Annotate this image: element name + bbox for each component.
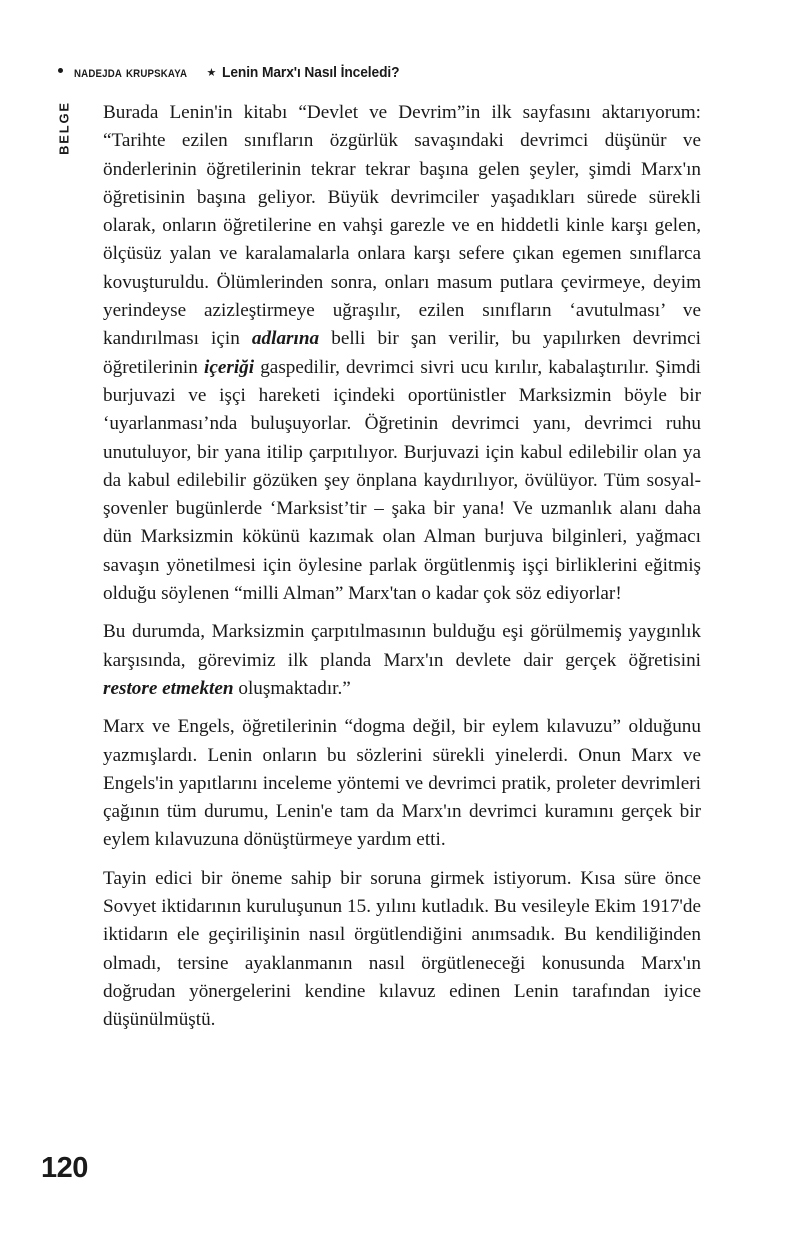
paragraph: Marx ve Engels, öğretilerinin “dogma değil, bir eylem kılavuzu” olduğunu yazmışlardı. Lenin onların bu sözlerini sürekli yinelerdi. Onun Marx ve Engels'in yapıtlarını inceleme yöntemi ve devrimci pratik, proleter devrimleri çağının tüm durumu, Lenin'e tam da Marx'ın devrimci kuramını gerçek bir eylem kılavuzuna dönüştürmeye yardım etti.: [103, 716, 701, 851]
emphasis-text: restore etmekten: [103, 677, 234, 699]
bullet-dot-icon: [58, 68, 63, 73]
paragraph: Tayin edici bir öneme sahip bir soruna girmek istiyorum. Kısa süre önce Sovyet iktidarının kuruluşunun 15. yılını kutladık. Bu vesileyle Ekim 1917'de iktidarın ele geçirilişinin nasıl örgütlendiğini anımsadık. Bu kendiliğinden olmadı, tersine ayaklanmanın nasıl örgütleneceği konusunda Marx'ın doğrudan yönergelerini kendine kılavuz edinen Lenin tarafından iyice düşünülmüştü.: [103, 867, 701, 1031]
emphasis-text: içeriği: [203, 356, 255, 378]
header-chapter-title: Lenin Marx'ı Nasıl İnceledi?: [222, 65, 400, 81]
header-author: nadejda krupskaya: [74, 64, 188, 81]
paragraph: Bu durumda, Marksizmin çarpıtılmasının bulduğu eşi görülmemiş yaygınlık karşısında, görevimiz ilk planda Marx'ın devlete dair gerçek öğretisini restore etmekten oluşmaktadır.”: [103, 621, 701, 699]
page-number: 120: [41, 1152, 88, 1184]
section-tab-label: BELGE: [56, 101, 72, 155]
running-header: [58, 62, 718, 84]
body-text-column: [103, 99, 701, 1035]
emphasis-text: adlarına: [251, 328, 320, 350]
section-tab: [50, 88, 78, 168]
paragraph: Burada Lenin'in kitabı “Devlet ve Devrim”in ilk sayfasını aktarıyorum: “Tarihte ezilen sınıfların özgürlük savaşındaki devrimci düşünür ve önderlerinin öğretilerinin tekrar tekrar başına gelen şeyler, şimdi Marx'ın öğretisinin başına geliyor. Büyük devrimciler yaşadıkları sürede sürekli olarak, onların öğretilerine en vahşi garezle ve en hiddetli kinle karşı gelen, ölçüsüz yalan ve karalamalarla onlara karşı sefere çıkan egemen sınıflarca kovuşturuldu. Ölümlerinden sonra, onları masum putlara çevirmeye, deyim yerindeyse azizleştirmeye uğraşılır, ezilen sınıfların ‘avutulması’ ve kandırılması için adlarına belli bir şan verilir, bu yapılırken devrimci öğretilerinin içeriği gaspedilir, devrimci sivri ucu kırılır, kabalaştırılır. Şimdi burjuvazi ve işçi hareketi içindeki oportünistler Marksizmin böyle bir ‘uyarlanması’nda buluşuyorlar. Öğretinin devrimci yanı, devrimci ruhu unutuluyor, bir yana itilip çarpıtılıyor. Burjuvazi için kabul edilebilir olan ya da kabul edilebilir gözüken şey önplana kaydırılıyor, övülüyor. Tüm sosyal-şovenler bugünlerde ‘Marksist’tir – şaka bir yana! Ve uzmanlık alanı daha dün Marksizmin kökünü kazımak olan Alman burjuva bilginleri, yağmacı savaşın yönetilmesi için öylesine parlak örgütlenmiş işçi birliklerini eğitmiş olduğu söylenen “milli Alman” Marx'tan o kadar çok söz ediyorlar!: [103, 102, 701, 605]
star-icon: ★: [206, 65, 217, 79]
